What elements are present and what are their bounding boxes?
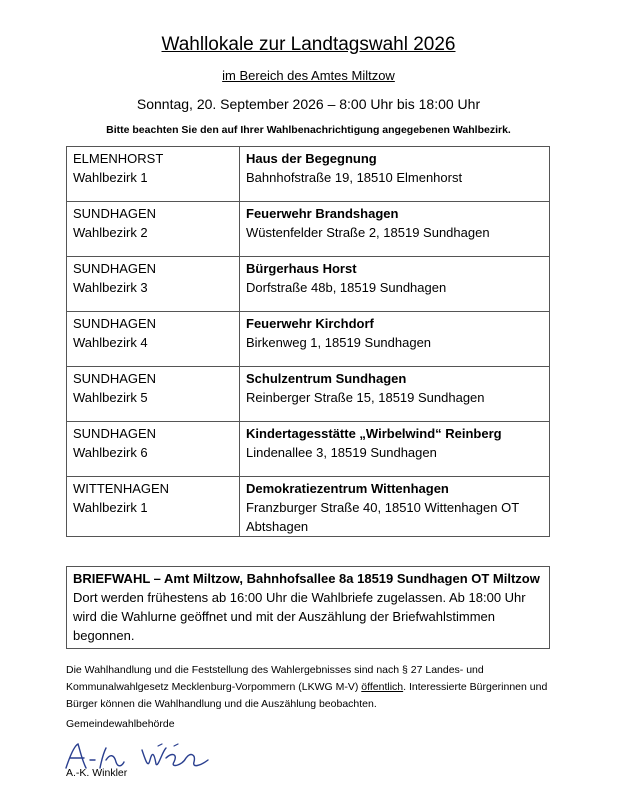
district-cell	[67, 257, 240, 312]
location-address: Birkenweg 1, 18519 Sundhagen	[246, 335, 432, 350]
district-row	[67, 312, 550, 367]
location-address: Dorfstraße 48b, 18519 Sundhagen	[246, 280, 447, 295]
municipality-name: SUNDHAGEN	[73, 261, 157, 276]
district-number: Wahlbezirk 3	[73, 280, 148, 295]
location-name: Kindertagesstätte „Wirbelwind“ Reinberg	[246, 426, 502, 441]
page-title: Wahllokale zur Landtagswahl 2026	[161, 34, 456, 55]
page-subtitle: im Bereich des Amtes Miltzow	[222, 68, 395, 83]
location-name: Feuerwehr Brandshagen	[246, 206, 399, 221]
location-address: Bahnhofstraße 19, 18510 Elmenhorst	[246, 170, 463, 185]
postal-vote-text: Dort werden frühestens ab 16:00 Uhr die Wahlbriefe zugelassen. Ab 18:00 Uhr wird die Wahlurne geöffnet und mit der Auszählung der Briefwahlstimmen begonnen.	[73, 590, 526, 643]
district-number: Wahlbezirk 5	[73, 390, 148, 405]
district-row	[67, 367, 550, 422]
location-name: Haus der Begegnung	[246, 151, 377, 166]
location-cell	[240, 312, 550, 367]
district-row	[67, 422, 550, 477]
location-name: Feuerwehr Kirchdorf	[246, 316, 374, 331]
district-row	[67, 147, 550, 202]
municipality-name: SUNDHAGEN	[73, 316, 157, 331]
location-address: Wüstenfelder Straße 2, 18519 Sundhagen	[246, 225, 490, 240]
election-date: Sonntag, 20. September 2026 – 8:00 Uhr bis 18:00 Uhr	[136, 96, 481, 112]
authority-name: Gemeindewahlbehörde	[66, 718, 175, 730]
district-cell	[67, 312, 240, 367]
district-row	[67, 477, 550, 537]
location-address: Franzburger Straße 40, 18510 Wittenhagen OT Abtshagen	[246, 500, 519, 534]
district-cell	[67, 202, 240, 257]
location-name: Schulzentrum Sundhagen	[246, 371, 407, 386]
postal-vote-box	[66, 566, 550, 649]
district-number: Wahlbezirk 2	[73, 225, 148, 240]
district-row	[67, 257, 550, 312]
legal-text-part2: . Interessierte Bürgerinnen und Bürger können die Wahlhandlung und die Auszählung beobachten.	[66, 681, 548, 710]
legal-notice	[66, 662, 556, 713]
location-cell	[240, 422, 550, 477]
district-number: Wahlbezirk 1	[73, 170, 148, 185]
district-number: Wahlbezirk 4	[73, 335, 148, 350]
legal-text-part1: Die Wahlhandlung und die Feststellung des Wahlergebnisses sind nach § 27 Landes- und Kommunalwahlgesetz Mecklenburg-Vorpommern (LKWG M-V)	[66, 664, 484, 693]
location-cell	[240, 477, 550, 537]
location-cell	[240, 147, 550, 202]
location-cell	[240, 257, 550, 312]
district-number: Wahlbezirk 1	[73, 500, 148, 515]
location-name: Bürgerhaus Horst	[246, 261, 357, 276]
district-cell	[67, 367, 240, 422]
district-notice: Bitte beachten Sie den auf Ihrer Wahlbenachrichtigung angegebenen Wahlbezirk.	[106, 124, 511, 136]
polling-stations-table	[66, 146, 550, 537]
district-cell	[67, 147, 240, 202]
district-cell	[67, 422, 240, 477]
municipality-name: SUNDHAGEN	[73, 206, 157, 221]
district-number: Wahlbezirk 6	[73, 445, 148, 460]
location-address: Reinberger Straße 15, 18519 Sundhagen	[246, 390, 485, 405]
legal-text-public: öffentlich	[361, 681, 404, 693]
district-cell	[67, 477, 240, 537]
district-row	[67, 202, 550, 257]
location-name: Demokratiezentrum Wittenhagen	[246, 481, 449, 496]
municipality-name: ELMENHORST	[73, 151, 164, 166]
signer-name: A.-K. Winkler	[66, 767, 128, 779]
municipality-name: SUNDHAGEN	[73, 426, 157, 441]
municipality-name: SUNDHAGEN	[73, 371, 157, 386]
postal-vote-heading: BRIEFWAHL – Amt Miltzow, Bahnhofsallee 8a 18519 Sundhagen OT Miltzow	[73, 571, 540, 586]
municipality-name: WITTENHAGEN	[73, 481, 170, 496]
location-cell	[240, 367, 550, 422]
location-cell	[240, 202, 550, 257]
location-address: Lindenallee 3, 18519 Sundhagen	[246, 445, 437, 460]
